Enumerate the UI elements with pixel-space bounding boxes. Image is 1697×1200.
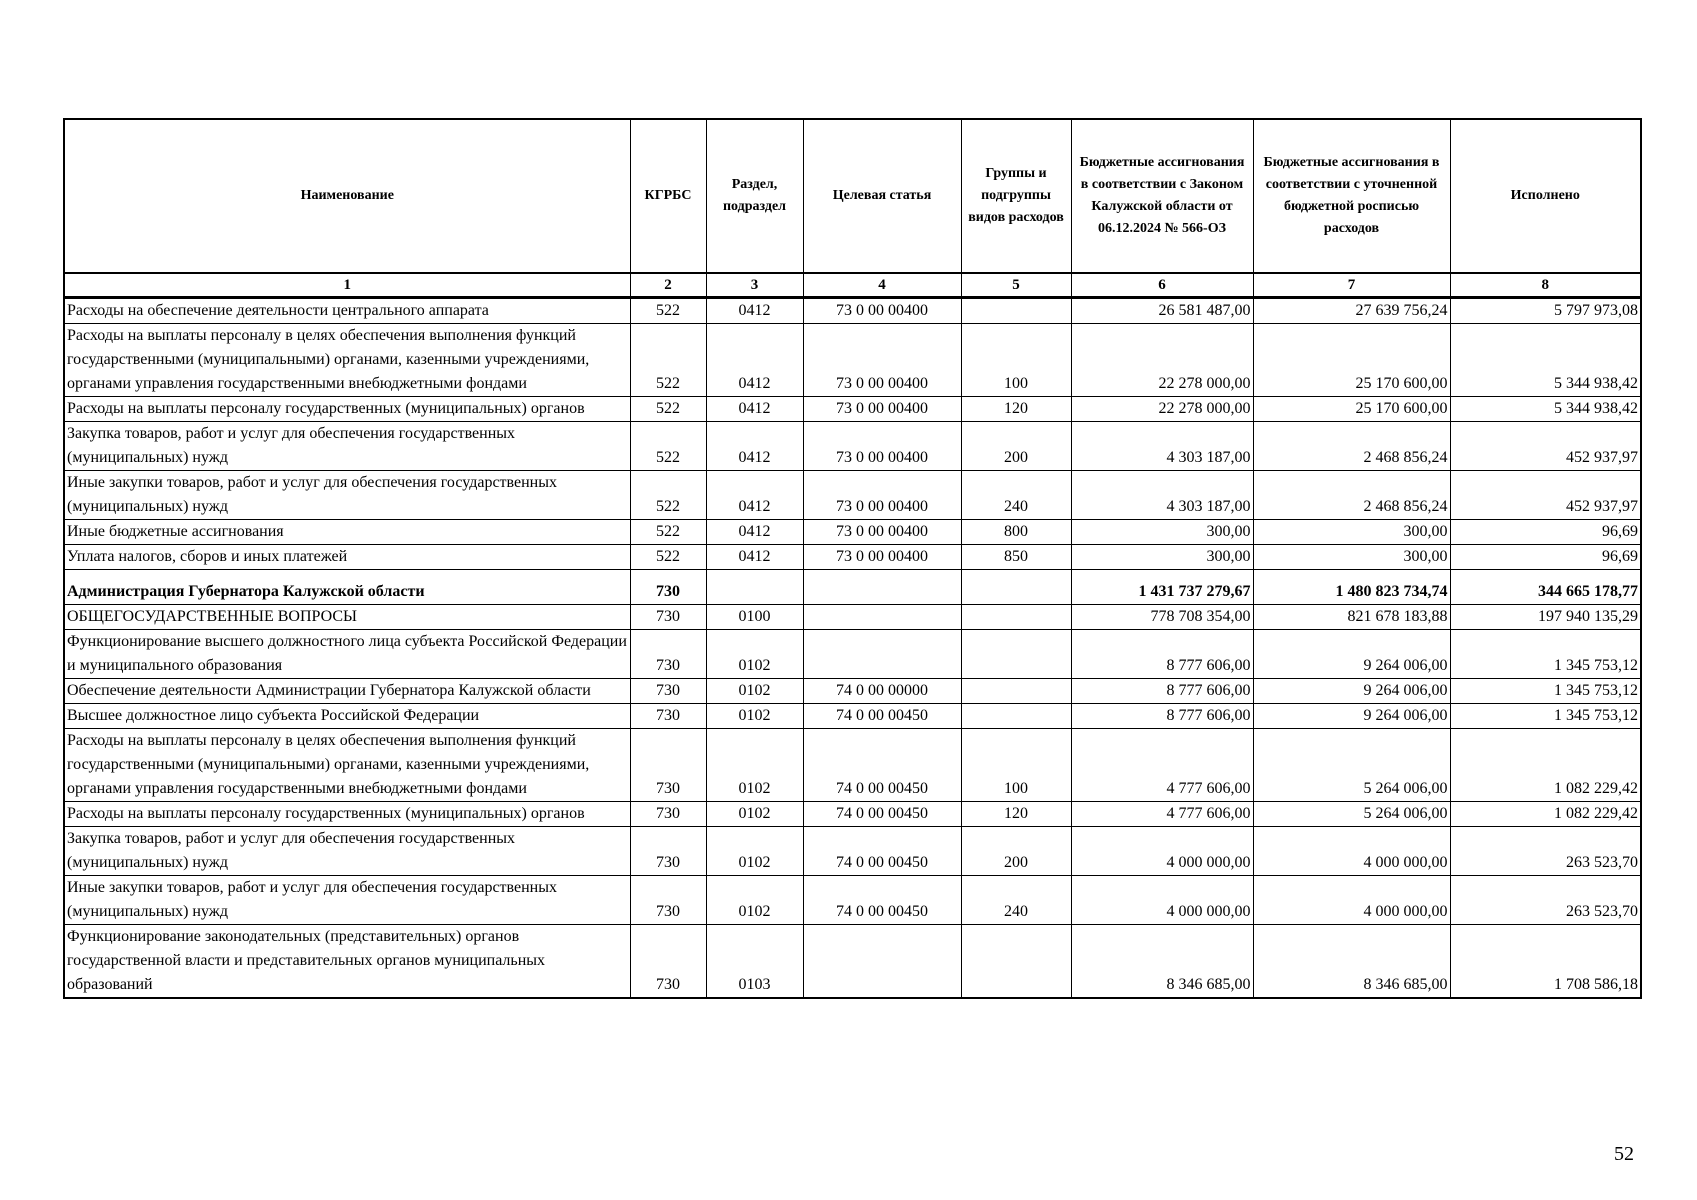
cell-refined-amount: 4 000 000,00: [1253, 827, 1450, 876]
cell-executed-amount: 5 344 938,42: [1450, 397, 1641, 422]
cell-kgrbs: 522: [630, 471, 706, 520]
cell-name: Высшее должностное лицо субъекта Российской Федерации: [64, 704, 630, 729]
cell-executed-amount: 1 082 229,42: [1450, 802, 1641, 827]
column-index: 2: [630, 273, 706, 298]
cell-kgrbs: 730: [630, 876, 706, 925]
cell-law-amount: 4 777 606,00: [1071, 802, 1253, 827]
cell-target: 73 0 00 00400: [803, 520, 961, 545]
cell-section: 0102: [706, 827, 803, 876]
cell-group: [961, 630, 1071, 679]
cell-law-amount: 8 777 606,00: [1071, 679, 1253, 704]
cell-name: Расходы на обеспечение деятельности центрального аппарата: [64, 298, 630, 324]
cell-law-amount: 4 303 187,00: [1071, 422, 1253, 471]
cell-law-amount: 8 777 606,00: [1071, 704, 1253, 729]
cell-name: ОБЩЕГОСУДАРСТВЕННЫЕ ВОПРОСЫ: [64, 605, 630, 630]
cell-refined-amount: 300,00: [1253, 545, 1450, 570]
cell-target: [803, 630, 961, 679]
table-row: [64, 704, 1641, 729]
cell-kgrbs: 522: [630, 298, 706, 324]
table-row: [64, 827, 1641, 876]
cell-name: Уплата налогов, сборов и иных платежей: [64, 545, 630, 570]
cell-target: 73 0 00 00400: [803, 545, 961, 570]
cell-section: 0102: [706, 802, 803, 827]
cell-name: Закупка товаров, работ и услуг для обеспечения государственных (муниципальных) нужд: [64, 827, 630, 876]
cell-law-amount: 4 777 606,00: [1071, 729, 1253, 802]
cell-executed-amount: 197 940 135,29: [1450, 605, 1641, 630]
cell-refined-amount: 9 264 006,00: [1253, 679, 1450, 704]
cell-section: 0412: [706, 520, 803, 545]
cell-section: 0100: [706, 605, 803, 630]
cell-law-amount: 8 346 685,00: [1071, 925, 1253, 999]
column-index: 7: [1253, 273, 1450, 298]
cell-executed-amount: 5 344 938,42: [1450, 324, 1641, 397]
cell-refined-amount: 25 170 600,00: [1253, 397, 1450, 422]
cell-kgrbs: 522: [630, 545, 706, 570]
header-target: Целевая статья: [803, 119, 961, 273]
cell-target: [803, 925, 961, 999]
cell-executed-amount: 1 082 229,42: [1450, 729, 1641, 802]
cell-name: Администрация Губернатора Калужской области: [64, 570, 630, 605]
cell-name: Иные закупки товаров, работ и услуг для обеспечения государственных (муниципальных) нужд: [64, 876, 630, 925]
cell-law-amount: 8 777 606,00: [1071, 630, 1253, 679]
cell-executed-amount: 452 937,97: [1450, 422, 1641, 471]
cell-target: 74 0 00 00450: [803, 827, 961, 876]
cell-section: 0102: [706, 704, 803, 729]
cell-target: [803, 570, 961, 605]
cell-group: 120: [961, 802, 1071, 827]
cell-name: Расходы на выплаты персоналу в целях обеспечения выполнения функций государственными (муниципальными) органами, казенными учреждениями, органами управления государственными внебюджетными фондами: [64, 324, 630, 397]
cell-group: 100: [961, 729, 1071, 802]
cell-target: 74 0 00 00450: [803, 704, 961, 729]
budget-table: [63, 118, 1642, 999]
column-index: 3: [706, 273, 803, 298]
cell-section: 0412: [706, 324, 803, 397]
cell-refined-amount: 27 639 756,24: [1253, 298, 1450, 324]
header-kgrbs: КГРБС: [630, 119, 706, 273]
table-row: [64, 545, 1641, 570]
cell-refined-amount: 5 264 006,00: [1253, 729, 1450, 802]
cell-name: Закупка товаров, работ и услуг для обеспечения государственных (муниципальных) нужд: [64, 422, 630, 471]
cell-target: 74 0 00 00450: [803, 802, 961, 827]
cell-target: 73 0 00 00400: [803, 324, 961, 397]
cell-target: [803, 605, 961, 630]
cell-target: 74 0 00 00450: [803, 876, 961, 925]
cell-law-amount: 22 278 000,00: [1071, 397, 1253, 422]
cell-kgrbs: 522: [630, 324, 706, 397]
cell-kgrbs: 522: [630, 397, 706, 422]
table-row: [64, 605, 1641, 630]
cell-executed-amount: 263 523,70: [1450, 827, 1641, 876]
cell-section: 0103: [706, 925, 803, 999]
cell-name: Функционирование высшего должностного лица субъекта Российской Федерации и муниципального образования: [64, 630, 630, 679]
cell-section: 0412: [706, 422, 803, 471]
cell-kgrbs: 522: [630, 520, 706, 545]
table-row: [64, 925, 1641, 999]
table-row: [64, 679, 1641, 704]
cell-target: 73 0 00 00400: [803, 422, 961, 471]
header-refined: Бюджетные ассигнования в соответствии с уточненной бюджетной росписью расходов: [1253, 119, 1450, 273]
table-row: [64, 324, 1641, 397]
cell-refined-amount: 821 678 183,88: [1253, 605, 1450, 630]
cell-refined-amount: 300,00: [1253, 520, 1450, 545]
cell-kgrbs: 730: [630, 605, 706, 630]
cell-executed-amount: 452 937,97: [1450, 471, 1641, 520]
cell-name: Иные закупки товаров, работ и услуг для обеспечения государственных (муниципальных) нужд: [64, 471, 630, 520]
header-law: Бюджетные ассигнования в соответствии с Законом Калужской области от 06.12.2024 № 566-ОЗ: [1071, 119, 1253, 273]
cell-law-amount: 4 303 187,00: [1071, 471, 1253, 520]
column-index: 4: [803, 273, 961, 298]
cell-group: [961, 704, 1071, 729]
column-index-row: [64, 273, 1641, 298]
cell-kgrbs: 730: [630, 704, 706, 729]
table-row: [64, 397, 1641, 422]
cell-group: [961, 679, 1071, 704]
cell-target: 74 0 00 00000: [803, 679, 961, 704]
cell-law-amount: 300,00: [1071, 545, 1253, 570]
cell-law-amount: 26 581 487,00: [1071, 298, 1253, 324]
cell-refined-amount: 1 480 823 734,74: [1253, 570, 1450, 605]
cell-name: Иные бюджетные ассигнования: [64, 520, 630, 545]
cell-group: 200: [961, 827, 1071, 876]
table-row: [64, 802, 1641, 827]
cell-refined-amount: 5 264 006,00: [1253, 802, 1450, 827]
cell-kgrbs: 730: [630, 729, 706, 802]
cell-group: 850: [961, 545, 1071, 570]
cell-kgrbs: 730: [630, 802, 706, 827]
cell-refined-amount: 2 468 856,24: [1253, 422, 1450, 471]
cell-group: 800: [961, 520, 1071, 545]
cell-group: [961, 925, 1071, 999]
cell-section: 0102: [706, 630, 803, 679]
table-row: [64, 422, 1641, 471]
cell-target: 73 0 00 00400: [803, 471, 961, 520]
cell-kgrbs: 522: [630, 422, 706, 471]
cell-group: 200: [961, 422, 1071, 471]
header-name: Наименование: [64, 119, 630, 273]
cell-executed-amount: 263 523,70: [1450, 876, 1641, 925]
cell-refined-amount: 9 264 006,00: [1253, 704, 1450, 729]
header-executed: Исполнено: [1450, 119, 1641, 273]
column-index: 5: [961, 273, 1071, 298]
cell-executed-amount: 1 345 753,12: [1450, 630, 1641, 679]
cell-section: [706, 570, 803, 605]
cell-kgrbs: 730: [630, 925, 706, 999]
table-row: [64, 729, 1641, 802]
cell-executed-amount: 1 708 586,18: [1450, 925, 1641, 999]
cell-executed-amount: 96,69: [1450, 520, 1641, 545]
cell-law-amount: 22 278 000,00: [1071, 324, 1253, 397]
cell-refined-amount: 2 468 856,24: [1253, 471, 1450, 520]
cell-group: [961, 605, 1071, 630]
cell-section: 0102: [706, 729, 803, 802]
cell-law-amount: 4 000 000,00: [1071, 876, 1253, 925]
header-section: Раздел, подраздел: [706, 119, 803, 273]
cell-kgrbs: 730: [630, 630, 706, 679]
cell-section: 0412: [706, 471, 803, 520]
cell-refined-amount: 4 000 000,00: [1253, 876, 1450, 925]
cell-executed-amount: 96,69: [1450, 545, 1641, 570]
cell-executed-amount: 344 665 178,77: [1450, 570, 1641, 605]
cell-name: Обеспечение деятельности Администрации Губернатора Калужской области: [64, 679, 630, 704]
table-row: [64, 520, 1641, 545]
page-number: 52: [1614, 1143, 1634, 1165]
cell-refined-amount: 9 264 006,00: [1253, 630, 1450, 679]
cell-group: [961, 570, 1071, 605]
cell-section: 0412: [706, 397, 803, 422]
cell-group: 240: [961, 876, 1071, 925]
table-row: [64, 630, 1641, 679]
cell-target: 74 0 00 00450: [803, 729, 961, 802]
cell-group: [961, 298, 1071, 324]
table-row: [64, 298, 1641, 324]
cell-group: 120: [961, 397, 1071, 422]
cell-section: 0412: [706, 298, 803, 324]
cell-group: 240: [961, 471, 1071, 520]
cell-name: Расходы на выплаты персоналу государственных (муниципальных) органов: [64, 397, 630, 422]
table-row: [64, 876, 1641, 925]
column-index: 6: [1071, 273, 1253, 298]
cell-section: 0102: [706, 679, 803, 704]
header-row: [64, 119, 1641, 273]
cell-law-amount: 1 431 737 279,67: [1071, 570, 1253, 605]
cell-section: 0412: [706, 545, 803, 570]
cell-law-amount: 4 000 000,00: [1071, 827, 1253, 876]
cell-law-amount: 778 708 354,00: [1071, 605, 1253, 630]
cell-refined-amount: 25 170 600,00: [1253, 324, 1450, 397]
cell-group: 100: [961, 324, 1071, 397]
table-row: [64, 471, 1641, 520]
cell-executed-amount: 5 797 973,08: [1450, 298, 1641, 324]
cell-target: 73 0 00 00400: [803, 397, 961, 422]
column-index: 1: [64, 273, 630, 298]
cell-executed-amount: 1 345 753,12: [1450, 704, 1641, 729]
cell-name: Расходы на выплаты персоналу в целях обеспечения выполнения функций государственными (муниципальными) органами, казенными учреждениями, органами управления государственными внебюджетными фондами: [64, 729, 630, 802]
table-row: [64, 570, 1641, 605]
cell-name: Функционирование законодательных (представительных) органов государственной власти и представительных органов муниципальных образований: [64, 925, 630, 999]
cell-executed-amount: 1 345 753,12: [1450, 679, 1641, 704]
cell-refined-amount: 8 346 685,00: [1253, 925, 1450, 999]
cell-kgrbs: 730: [630, 679, 706, 704]
header-groups: Группы и подгруппы видов расходов: [961, 119, 1071, 273]
cell-kgrbs: 730: [630, 570, 706, 605]
cell-target: 73 0 00 00400: [803, 298, 961, 324]
cell-name: Расходы на выплаты персоналу государственных (муниципальных) органов: [64, 802, 630, 827]
cell-kgrbs: 730: [630, 827, 706, 876]
column-index: 8: [1450, 273, 1641, 298]
cell-section: 0102: [706, 876, 803, 925]
cell-law-amount: 300,00: [1071, 520, 1253, 545]
